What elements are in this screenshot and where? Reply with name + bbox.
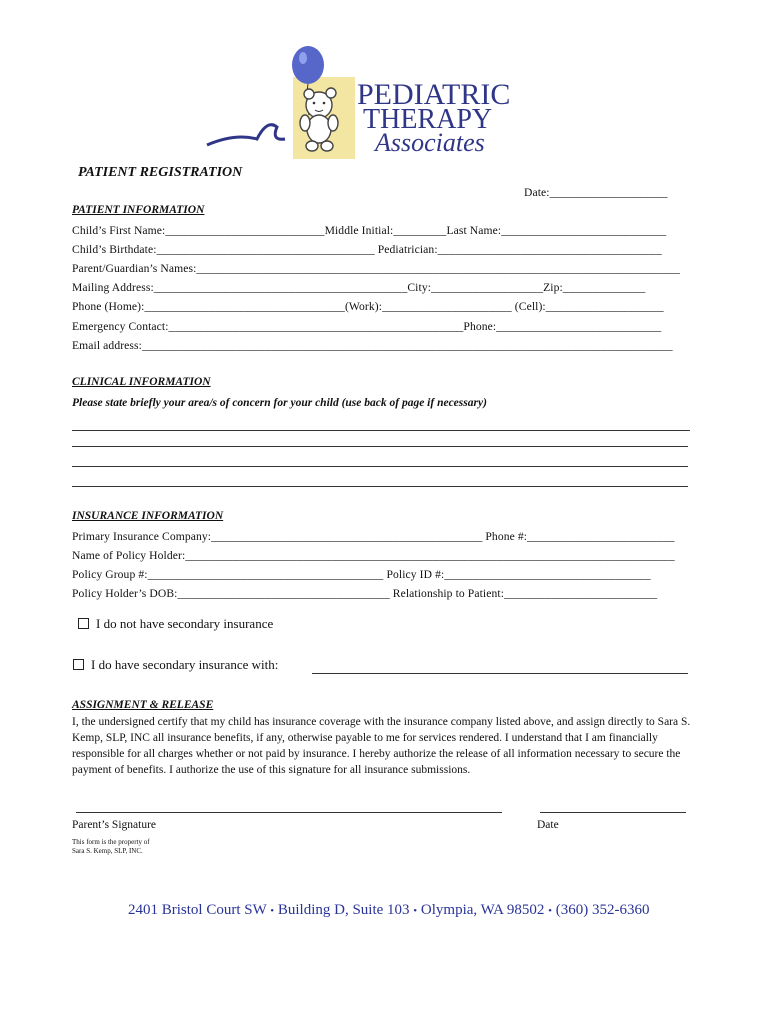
date-line[interactable] [540,812,686,813]
company-logo [205,45,570,165]
footer-bullet-2: • [413,905,418,917]
patient-info-heading: PATIENT INFORMATION [72,204,205,216]
insurance-info-heading: INSURANCE INFORMATION [72,510,224,522]
footer-building: Building D, Suite 103 [277,902,410,918]
no-secondary-label: I do not have secondary insurance [96,616,274,631]
assignment-heading: ASSIGNMENT & RELEASE [72,699,214,711]
primary-insurance-field[interactable]: Primary Insurance Company:______________________________________________ Phone #:_________________________ [72,530,675,543]
balloon-icon [292,46,324,84]
guardian-field[interactable]: Parent/Guardian’s Names:__________________________________________________________________________________ [72,262,680,275]
assignment-text: I, the undersigned certify that my child has insurance coverage with the insurance company listed above, and assign directly to Sara S. Kemp, SLP, INC all insurance benefits, if any, otherwise payable to me for services rendered. I understand that I am financially responsible for all charges whether or not paid by insurance. I hereby authorize the release of all information necessary to secure the payment of benefits. I authorize the use of this signature for all insurance submissions. [72,716,691,776]
concern-line-3[interactable] [72,466,688,467]
property-note-line-1: This form is the property of [72,838,150,846]
no-secondary-checkbox[interactable] [78,618,89,629]
policy-holder-field[interactable]: Name of Policy Holder:___________________________________________________________________________________ [72,549,675,562]
has-secondary-checkbox[interactable] [73,659,84,670]
email-field[interactable]: Email address:__________________________________________________________________________________________ [72,339,673,352]
policy-holder-dob-field[interactable]: Policy Holder’s DOB:____________________________________ Relationship to Patient:__________________________ [72,587,658,600]
concern-line-2[interactable] [72,446,688,447]
concern-line-4[interactable] [72,486,688,487]
page-title: PATIENT REGISTRATION [78,165,243,180]
footer-bullet-1: • [270,905,275,917]
logo-line-1: PEDIATRIC [357,78,511,111]
footer-bullet-3: • [548,905,552,917]
logo-line-2: THERAPY [363,104,493,135]
phone-field[interactable]: Phone (Home):__________________________________(Work):______________________ (Cell):____________________ [72,300,664,313]
signature-line[interactable] [76,812,502,813]
footer-street: 2401 Bristol Court SW [128,902,267,918]
logo-swoosh [207,125,285,145]
footer-address [128,902,650,919]
footer-phone: (360) 352-6360 [555,902,650,918]
policy-group-field[interactable]: Policy Group #:________________________________________ Policy ID #:___________________________________ [72,568,651,581]
has-secondary-label: I do have secondary insurance with: [91,657,279,672]
footer-city: Olympia, WA 98502 [420,902,545,918]
address-field[interactable]: Mailing Address:___________________________________________City:___________________Zip:______________ [72,281,646,294]
clinical-info-heading: CLINICAL INFORMATION [72,376,211,388]
emergency-contact-field[interactable]: Emergency Contact:__________________________________________________Phone:____________________________ [72,320,662,333]
clinical-prompt: Please state briefly your area/s of concern for your child (use back of page if necessary) [72,397,487,409]
secondary-insurance-line[interactable] [312,673,688,674]
birthdate-field[interactable]: Child’s Birthdate:_____________________________________ Pediatrician:______________________________________ [72,243,662,256]
signature-label: Parent’s Signature [72,819,156,831]
child-name-field[interactable]: Child’s First Name:___________________________Middle Initial:_________Last Name:____________________________ [72,224,667,237]
date-field[interactable]: Date:____________________ [524,186,668,199]
logo-line-3: Associates [375,128,485,157]
date-label: Date [537,819,559,831]
property-note-line-2: Sara S. Kemp, SLP, INC. [72,847,143,855]
concern-line-1[interactable] [72,430,690,431]
